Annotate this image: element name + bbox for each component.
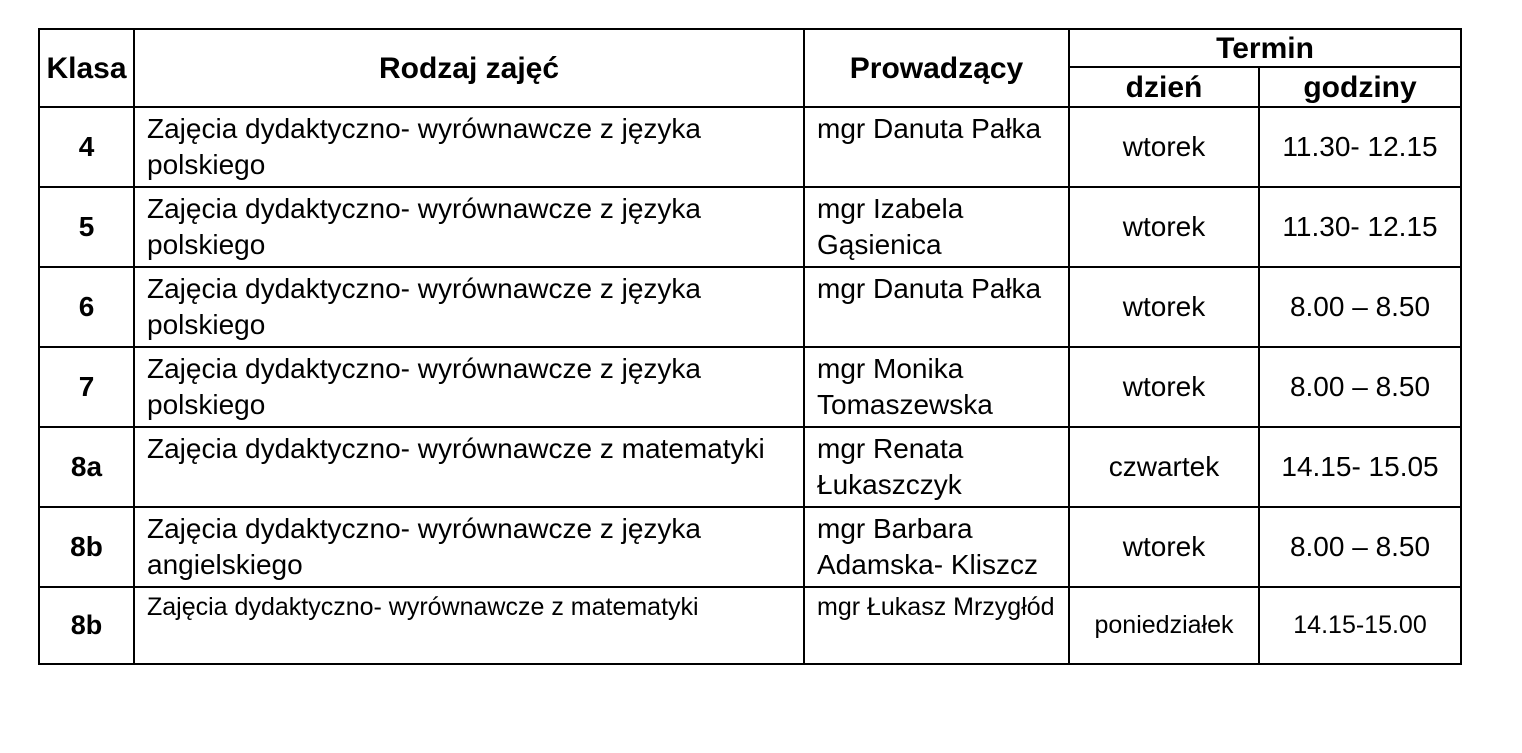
- header-rodzaj-zajec: Rodzaj zajęć: [134, 29, 804, 107]
- cell-klasa: 8b: [39, 587, 134, 664]
- table-row: [39, 267, 1461, 347]
- cell-klasa: 8b: [39, 507, 134, 587]
- cell-rodzaj-zajec: Zajęcia dydaktyczno- wyrównawcze z języka polskiego: [134, 187, 804, 267]
- table-header: [39, 29, 1461, 107]
- cell-dzien: wtorek: [1069, 107, 1259, 187]
- cell-rodzaj-zajec: Zajęcia dydaktyczno- wyrównawcze z języka polskiego: [134, 107, 804, 187]
- cell-godziny: 8.00 – 8.50: [1259, 347, 1461, 427]
- cell-rodzaj-zajec: Zajęcia dydaktyczno- wyrównawcze z języka polskiego: [134, 267, 804, 347]
- cell-dzien: wtorek: [1069, 347, 1259, 427]
- table-row: [39, 587, 1461, 664]
- cell-godziny: 8.00 – 8.50: [1259, 267, 1461, 347]
- cell-dzien: wtorek: [1069, 187, 1259, 267]
- cell-prowadzacy: mgr Danuta Pałka: [804, 267, 1069, 347]
- cell-rodzaj-zajec: Zajęcia dydaktyczno- wyrównawcze z matematyki: [134, 427, 804, 507]
- cell-prowadzacy: mgr Renata Łukaszczyk: [804, 427, 1069, 507]
- cell-godziny: 11.30- 12.15: [1259, 187, 1461, 267]
- cell-rodzaj-zajec: Zajęcia dydaktyczno- wyrównawcze z matematyki: [134, 587, 804, 664]
- cell-klasa: 6: [39, 267, 134, 347]
- cell-godziny: 8.00 – 8.50: [1259, 507, 1461, 587]
- header-dzien: dzień: [1069, 67, 1259, 107]
- cell-prowadzacy: mgr Danuta Pałka: [804, 107, 1069, 187]
- cell-prowadzacy: mgr Monika Tomaszewska: [804, 347, 1069, 427]
- cell-klasa: 5: [39, 187, 134, 267]
- cell-klasa: 7: [39, 347, 134, 427]
- table-row: [39, 427, 1461, 507]
- cell-dzien: wtorek: [1069, 507, 1259, 587]
- header-prowadzacy: Prowadzący: [804, 29, 1069, 107]
- header-termin: Termin: [1069, 29, 1461, 67]
- table-row: [39, 107, 1461, 187]
- table-row: [39, 507, 1461, 587]
- cell-prowadzacy: mgr Izabela Gąsienica: [804, 187, 1069, 267]
- cell-dzien: czwartek: [1069, 427, 1259, 507]
- cell-godziny: 11.30- 12.15: [1259, 107, 1461, 187]
- cell-rodzaj-zajec: Zajęcia dydaktyczno- wyrównawcze z języka angielskiego: [134, 507, 804, 587]
- header-godziny: godziny: [1259, 67, 1461, 107]
- cell-prowadzacy: mgr Barbara Adamska- Kliszcz: [804, 507, 1069, 587]
- cell-godziny: 14.15- 15.05: [1259, 427, 1461, 507]
- table-row: [39, 347, 1461, 427]
- schedule-table: [38, 28, 1462, 665]
- table-row: [39, 187, 1461, 267]
- cell-dzien: poniedziałek: [1069, 587, 1259, 664]
- table-body: [39, 107, 1461, 664]
- cell-prowadzacy: mgr Łukasz Mrzygłód: [804, 587, 1069, 664]
- cell-klasa: 4: [39, 107, 134, 187]
- cell-rodzaj-zajec: Zajęcia dydaktyczno- wyrównawcze z języka polskiego: [134, 347, 804, 427]
- header-klasa: Klasa: [39, 29, 134, 107]
- cell-godziny: 14.15-15.00: [1259, 587, 1461, 664]
- cell-dzien: wtorek: [1069, 267, 1259, 347]
- cell-klasa: 8a: [39, 427, 134, 507]
